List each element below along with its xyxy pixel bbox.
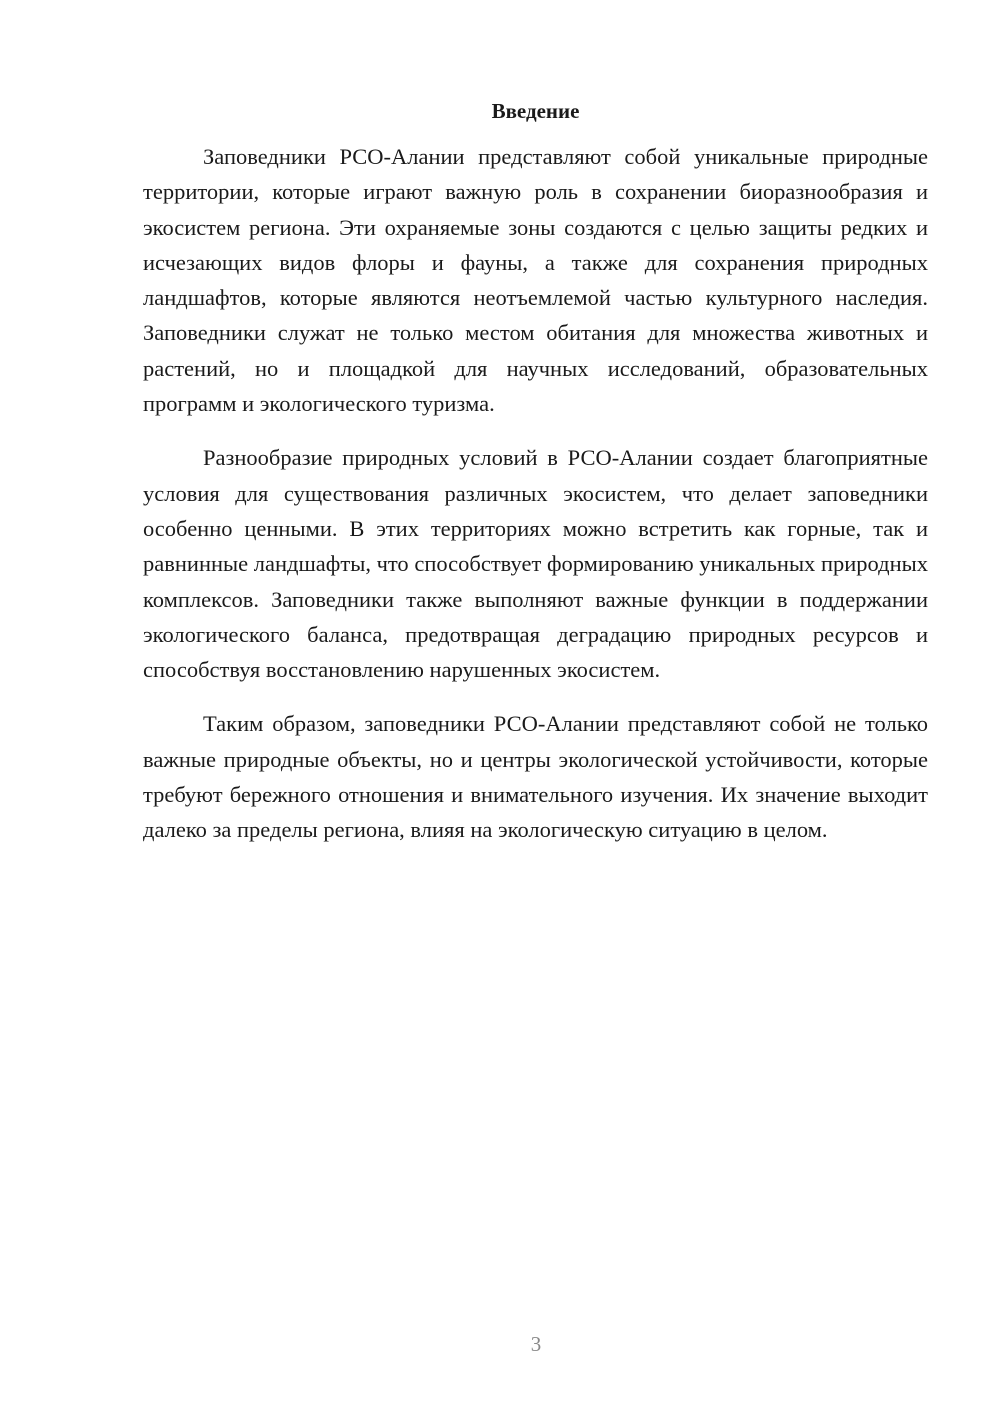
paragraph-2: Разнообразие природных условий в РСО-Алании создает благоприятные условия для существования различных экосистем, что делает заповедники особенно ценными. В этих территориях можно встретить как горные, так и равнинные ландшафты, что способствует формированию уникальных природных комплексов. Заповедники также выполняют важные функции в поддержании экологического баланса, предотвращая деградацию природных ресурсов и способствуя восстановлению нарушенных экосистем. [143,445,928,683]
paragraph-1: Заповедники РСО-Алании представляют собой уникальные природные территории, которые играют важную роль в сохранении биоразнообразия и экосистем региона. Эти охраняемые зоны создаются с целью защиты редких и исчезающих видов флоры и фауны, а также для сохранения природных ландшафтов, которые являются неотъемлемой частью культурного наследия. Заповедники служат не только местом обитания для множества животных и растений, но и площадкой для научных исследований, образовательных программ и экологического туризма. [143,144,928,417]
document-body [143,95,928,867]
page-number: 3 [530,1332,542,1356]
paragraph-3: Таким образом, заповедники РСО-Алании представляют собой не только важные природные объекты, но и центры экологической устойчивости, которые требуют бережного отношения и внимательного изучения. Их значение выходит далеко за пределы региона, влияя на экологическую ситуацию в целом. [143,711,928,843]
section-heading: Введение [491,99,580,123]
